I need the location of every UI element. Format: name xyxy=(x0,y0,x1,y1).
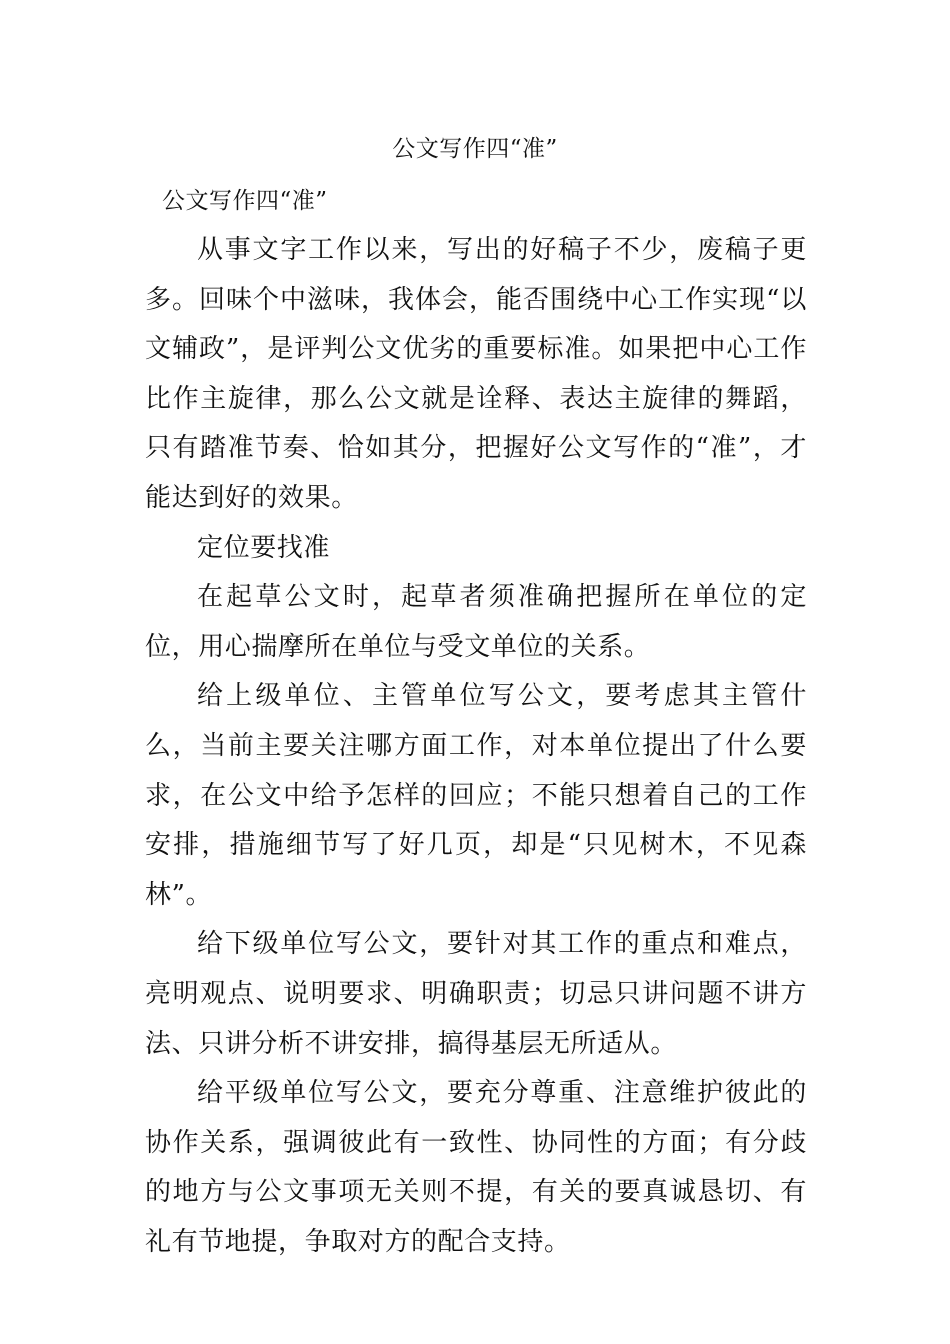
document-body xyxy=(145,226,807,1267)
paragraph-positioning: 在起草公文时，起草者须准确把握所在单位的定位，用心揣摩所在单位与受文单位的关系。 xyxy=(145,582,807,662)
paragraph-subordinate-units: 给下级单位写公文，要针对其工作的重点和难点，亮明观点、说明要求、明确职责；切忌只讲问题不讲方法、只讲分析不讲安排，搞得基层无所适从。 xyxy=(145,929,807,1059)
document-subtitle: 公文写作四“准” xyxy=(162,188,328,214)
document-title: 公文写作四“准” xyxy=(392,136,558,162)
paragraph-peer-units: 给平级单位写公文，要充分尊重、注意维护彼此的协作关系，强调彼此有一致性、协同性的方面；有分歧的地方与公文事项无关则不提，有关的要真诚恳切、有礼有节地提，争取对方的配合支持。 xyxy=(145,1078,807,1257)
paragraph-intro: 从事文字工作以来，写出的好稿子不少，废稿子更多。回味个中滋味，我体会，能否围绕中心工作实现“以文辅政”，是评判公文优劣的重要标准。如果把中心工作比作主旋律，那么公文就是诠释、表达主旋律的舞蹈，只有踏准节奏、恰如其分，把握好公文写作的“准”，才能达到好的效果。 xyxy=(145,235,807,513)
section-heading-positioning: 定位要找准 xyxy=(197,532,331,563)
paragraph-superior-units: 给上级单位、主管单位写公文，要考虑其主管什么，当前主要关注哪方面工作，对本单位提出了什么要求，在公文中给予怎样的回应；不能只想着自己的工作安排，措施细节写了好几页，却是“只见树木，不见森林”。 xyxy=(145,681,807,910)
